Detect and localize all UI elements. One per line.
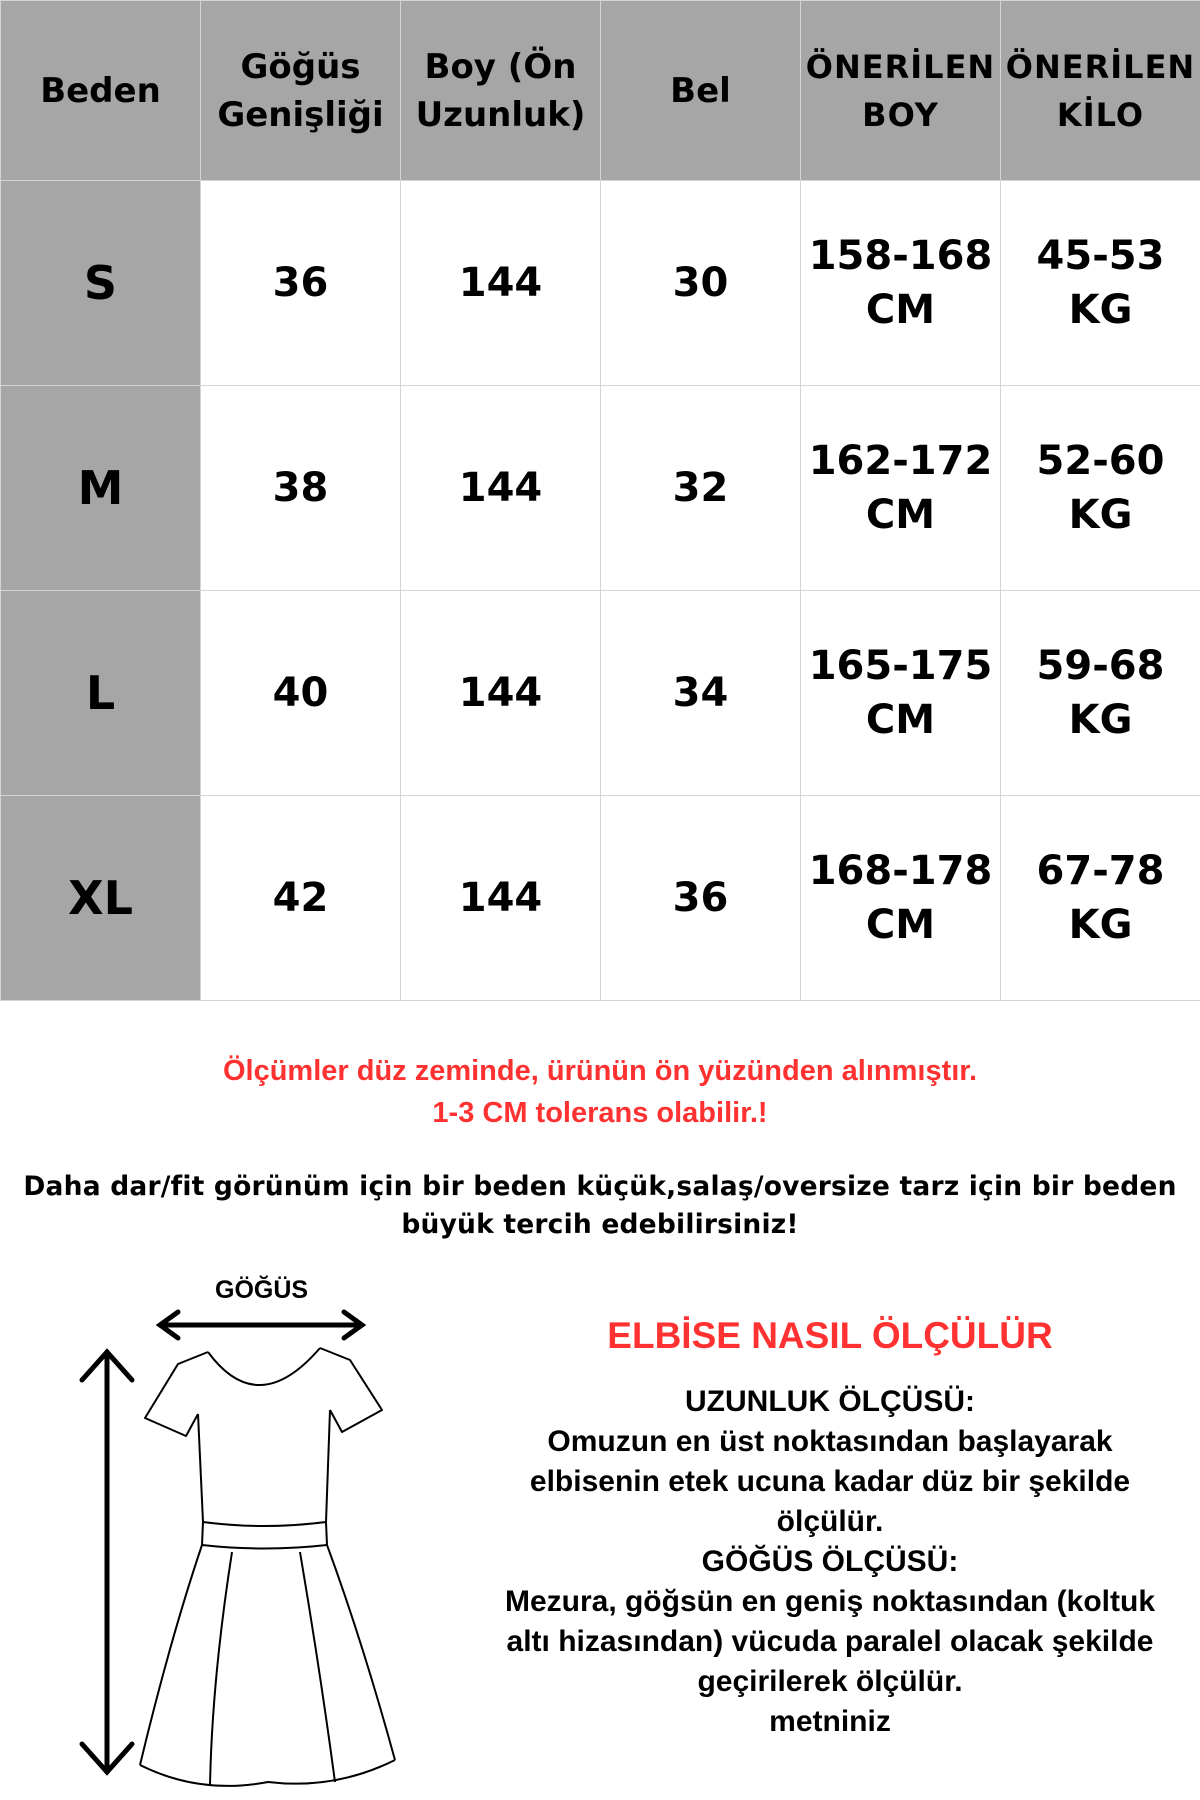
onerilen-boy-cell: 168-178 CM [801,796,1001,1001]
boy-cell: 144 [401,796,601,1001]
measurement-note-line: Ölçümler düz zeminde, ürünün ön yüzünden alınmıştır. [222,1055,978,1087]
length-section [460,1382,1200,1542]
header-onerilen-boy: ÖNERİLEN BOY [801,1,1001,181]
onerilen-kilo-cell: 59-68 KG [1001,591,1200,796]
boy-cell: 144 [401,386,601,591]
dress-outline [140,1348,395,1786]
gogus-cell: 42 [201,796,401,1001]
tolerance-note-line: 1-3 CM tolerans olabilir.! [432,1097,768,1129]
measurement-note [0,1050,1200,1134]
fit-advice-line: büyük tercih edebilirsiniz! [401,1209,799,1240]
guide-title: ELBİSE NASIL ÖLÇÜLÜR [607,1315,1053,1356]
measurement-guide [460,1310,1200,1742]
length-text-line: elbisenin etek ucuna kadar düz bir şekilde [529,1465,1131,1498]
table-row [1,181,1200,386]
length-arrow-icon [82,1352,132,1772]
bel-cell: 32 [601,386,801,591]
chest-section [460,1542,1200,1742]
header-gogus: Göğüs Genişliği [201,1,401,181]
guide-footer: metniniz [769,1705,891,1738]
length-text-line: ölçülür. [776,1505,884,1538]
onerilen-kilo-cell: 52-60 KG [1001,386,1200,591]
table-header-row [1,1,1200,181]
size-cell: L [1,591,201,796]
gogus-cell: 36 [201,181,401,386]
onerilen-kilo-cell: 45-53 KG [1001,181,1200,386]
chest-heading: GÖĞÜS ÖLÇÜSÜ: [701,1545,959,1578]
chest-text-line: geçirilerek ölçülür. [697,1665,963,1698]
bel-cell: 30 [601,181,801,386]
boy-cell: 144 [401,591,601,796]
onerilen-boy-cell: 158-168 CM [801,181,1001,386]
header-onerilen-kilo: ÖNERİLEN KİLO [1001,1,1200,181]
fit-advice [0,1168,1200,1244]
chest-text-line: Mezura, göğsün en geniş noktasından (koltuk [504,1585,1156,1618]
length-heading: UZUNLUK ÖLÇÜSÜ: [685,1385,975,1418]
size-cell: M [1,386,201,591]
chest-label: GÖĞÜS [215,1276,309,1304]
length-text-line: Omuzun en üst noktasından başlayarak [547,1425,1113,1458]
chest-arrow-icon [160,1312,362,1338]
table-row [1,796,1200,1001]
dress-icon [0,1260,460,1800]
table-row [1,591,1200,796]
header-beden: Beden [1,1,201,181]
table-row [1,386,1200,591]
header-boy: Boy (Ön Uzunluk) [401,1,601,181]
header-bel: Bel [601,1,801,181]
onerilen-boy-cell: 162-172 CM [801,386,1001,591]
size-cell: S [1,181,201,386]
onerilen-kilo-cell: 67-78 KG [1001,796,1200,1001]
size-cell: XL [1,796,201,1001]
gogus-cell: 38 [201,386,401,591]
bel-cell: 34 [601,591,801,796]
gogus-cell: 40 [201,591,401,796]
dress-illustration [0,1260,460,1800]
chest-text-line: altı hizasından) vücuda paralel olacak şekilde [506,1625,1154,1658]
fit-advice-line: Daha dar/fit görünüm için bir beden küçük,salaş/oversize tarz için bir beden [23,1171,1177,1202]
bel-cell: 36 [601,796,801,1001]
onerilen-boy-cell: 165-175 CM [801,591,1001,796]
boy-cell: 144 [401,181,601,386]
